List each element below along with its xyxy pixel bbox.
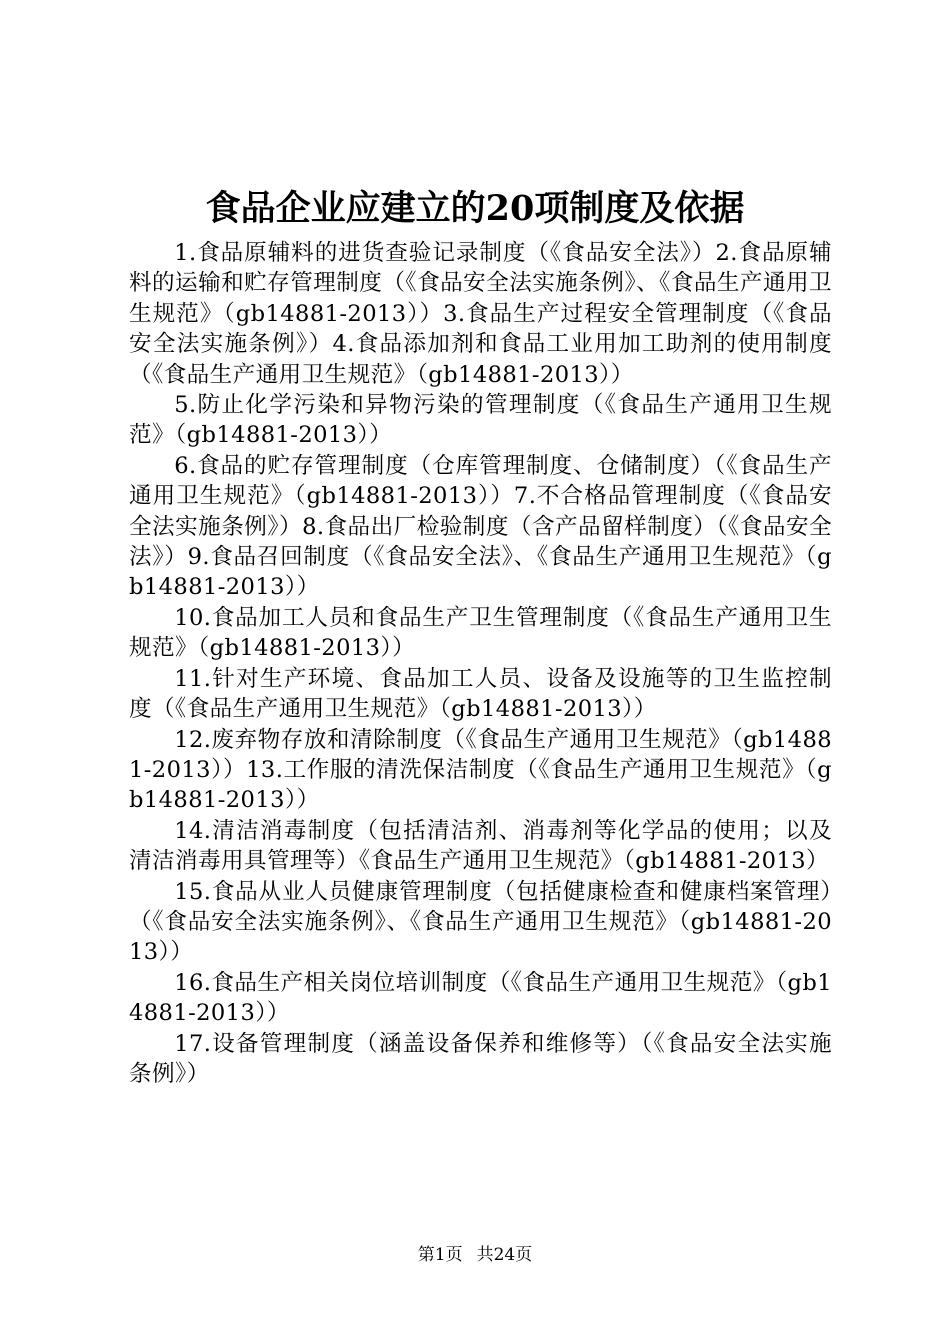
document-body: [129, 238, 832, 1089]
paragraph-5: 11.针对生产环境、食品加工人员、设备及设施等的卫生监控制度（《食品生产通用卫生规范》（gb14881-2013））: [129, 665, 832, 723]
paragraph-10: 17.设备管理制度（涵盖设备保养和维修等）（《食品安全法实施条例》）: [129, 1030, 832, 1087]
paragraph-7: 14.清洁消毒制度（包括清洁剂、消毒剂等化学品的使用；以及清洁消毒用具管理等）《食品生产通用卫生规范》（gb14881-2013）: [129, 817, 832, 875]
paragraph-2: 5.防止化学污染和异物污染的管理制度（《食品生产通用卫生规范》（gb14881-2013））: [129, 392, 832, 449]
paragraph-1: 1.食品原辅料的进货查验记录制度（《食品安全法》）2.食品原辅料的运输和贮存管理制度（《食品安全法实施条例》、《食品生产通用卫生规范》（gb14881-2013））3.食品生产过程安全管理制度（《食品安全法实施条例》）4.食品添加剂和食品工业用加工助剂的使用制度（《食品生产通用卫生规范》（gb14881-2013））: [129, 240, 832, 388]
page-title: 食品企业应建立的20项制度及依据: [205, 188, 745, 229]
page-footer: [0, 1243, 950, 1267]
page-number: 第1页: [417, 1245, 463, 1265]
paragraph-4: 10.食品加工人员和食品生产卫生管理制度（《食品生产通用卫生规范》（gb14881-2013））: [129, 604, 832, 662]
paragraph-3: 6.食品的贮存管理制度（仓库管理制度、仓储制度）（《食品生产通用卫生规范》（gb14881-2013））7.不合格品管理制度（《食品安全法实施条例》）8.食品出厂检验制度（含产品留样制度）（《食品安全法》）9.食品召回制度（《食品安全法》、《食品生产通用卫生规范》（gb14881-2013））: [129, 452, 832, 601]
page-total: 共24页: [476, 1245, 533, 1265]
paragraph-8: 15.食品从业人员健康管理制度（包括健康检查和健康档案管理）（《食品安全法实施条例》、《食品生产通用卫生规范》（gb14881-2013））: [129, 878, 832, 966]
paragraph-6: 12.废弃物存放和清除制度（《食品生产通用卫生规范》（gb14881-2013））13.工作服的清洗保洁制度（《食品生产通用卫生规范》（gb14881-2013））: [129, 726, 832, 814]
paragraph-9: 16.食品生产相关岗位培训制度（《食品生产通用卫生规范》（gb14881-2013））: [129, 969, 832, 1027]
